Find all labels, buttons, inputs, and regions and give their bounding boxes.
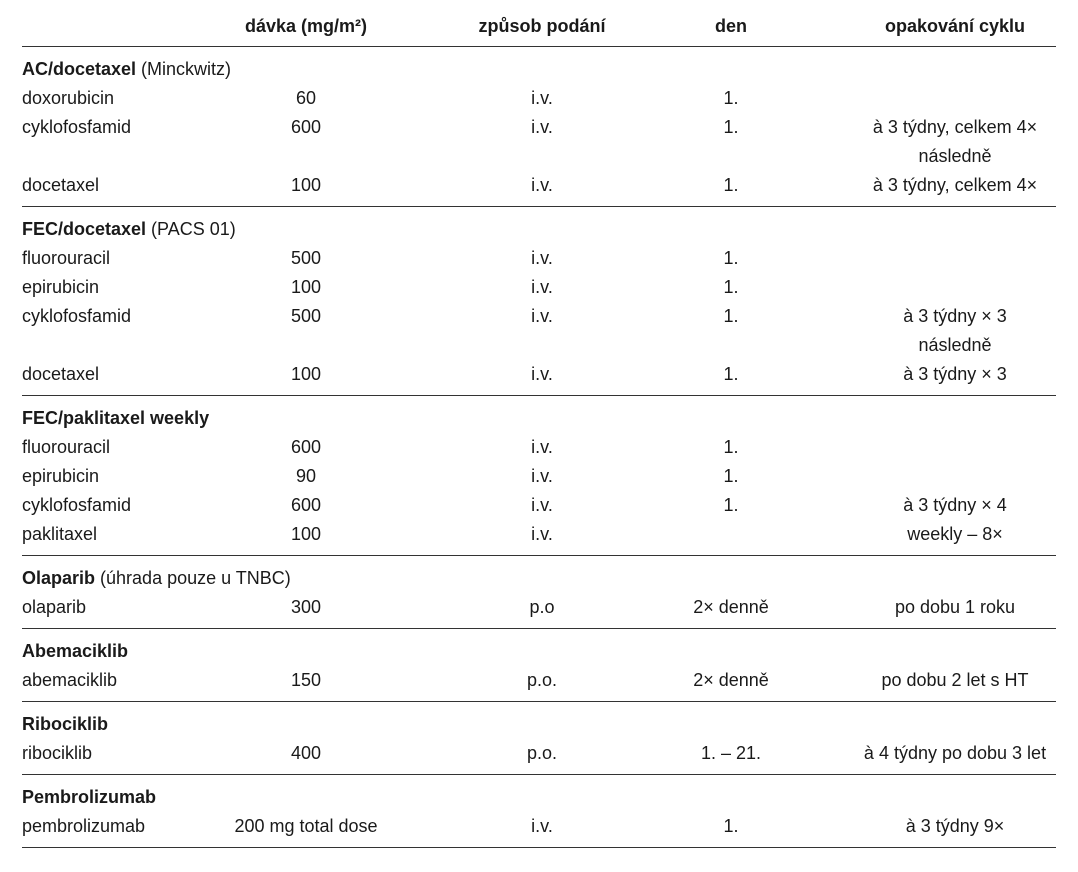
drug-cell: docetaxel	[22, 364, 100, 384]
header-cycle: opakování cyklu	[884, 16, 1026, 36]
table-row	[22, 491, 1056, 520]
day-cell: 2× denně	[693, 670, 769, 690]
regimen-title	[22, 702, 1056, 739]
cycle-cell: à 3 týdny, celkem 4×	[872, 117, 1038, 137]
regimen-note: (PACS 01)	[146, 219, 236, 239]
day-cell: 1.	[723, 816, 739, 836]
day-cell: 1.	[723, 248, 739, 268]
day-cell: 1.	[723, 437, 739, 457]
dose-cell: 500	[290, 248, 322, 268]
table-row	[22, 433, 1056, 462]
route-cell: i.v.	[531, 277, 553, 297]
header-dose: dávka (mg/m²)	[244, 16, 368, 36]
route-cell: i.v.	[531, 466, 553, 486]
table-row	[22, 171, 1056, 200]
table-header	[22, 8, 1056, 47]
dose-cell: 500	[290, 306, 322, 326]
dose-cell: 200 mg total dose	[234, 816, 378, 836]
day-cell: 1.	[723, 495, 739, 515]
regimen-section	[22, 47, 1056, 207]
route-cell: i.v.	[531, 495, 553, 515]
table-row	[22, 302, 1056, 331]
table-row	[22, 520, 1056, 549]
cycle-cell: à 4 týdny po dobu 3 let	[863, 743, 1047, 763]
regimen-title	[22, 629, 1056, 666]
regimen-note: (úhrada pouze u TNBC)	[95, 568, 291, 588]
route-cell: i.v.	[531, 437, 553, 457]
route-cell: i.v.	[531, 248, 553, 268]
regimen-name: Ribociklib	[22, 714, 109, 734]
cycle-cell: à 3 týdny × 3	[903, 306, 1007, 326]
regimen-section	[22, 702, 1056, 775]
drug-cell: fluorouracil	[22, 437, 111, 457]
dose-cell: 90	[295, 466, 317, 486]
route-cell: p.o.	[526, 670, 558, 690]
day-cell: 1.	[723, 88, 739, 108]
dose-cell: 100	[290, 364, 322, 384]
dose-cell: 600	[290, 495, 322, 515]
drug-cell: cyklofosfamid	[22, 117, 132, 137]
regimen-section	[22, 775, 1056, 848]
table-row	[22, 666, 1056, 695]
table-row	[22, 244, 1056, 273]
drug-cell: epirubicin	[22, 466, 100, 486]
route-cell: i.v.	[531, 524, 553, 544]
table-row	[22, 84, 1056, 113]
cycle-cell: à 3 týdny 9×	[905, 816, 1005, 836]
cycle-cell: následně	[918, 335, 992, 355]
regimen-name: Olaparib	[22, 568, 96, 588]
regimen-title	[22, 556, 1056, 593]
table-row	[22, 273, 1056, 302]
drug-cell: paklitaxel	[22, 524, 98, 544]
dose-cell: 400	[290, 743, 322, 763]
regimen-title	[22, 207, 1056, 244]
day-cell: 1. – 21.	[700, 743, 762, 763]
drug-cell: cyklofosfamid	[22, 495, 132, 515]
regimen-name: FEC/docetaxel	[22, 219, 147, 239]
cycle-cell: následně	[918, 146, 992, 166]
table-row	[22, 360, 1056, 389]
regimen-name: AC/docetaxel	[22, 59, 137, 79]
regimen-section	[22, 207, 1056, 396]
day-cell: 1.	[723, 175, 739, 195]
drug-cell: olaparib	[22, 597, 87, 617]
day-cell: 1.	[723, 277, 739, 297]
route-cell: i.v.	[531, 88, 553, 108]
table-row	[22, 142, 1056, 171]
cycle-cell: à 3 týdny × 3	[903, 364, 1007, 384]
cycle-cell: à 3 týdny × 4	[903, 495, 1007, 515]
regimen-name: Abemaciklib	[22, 641, 129, 661]
table-body	[22, 47, 1056, 848]
cycle-cell: weekly – 8×	[907, 524, 1003, 544]
regimen-title	[22, 775, 1056, 812]
route-cell: i.v.	[531, 175, 553, 195]
regimen-title	[22, 396, 1056, 433]
dose-cell: 60	[295, 88, 317, 108]
cycle-cell: à 3 týdny, celkem 4×	[872, 175, 1038, 195]
regimen-name: Pembrolizumab	[22, 787, 157, 807]
drug-cell: fluorouracil	[22, 248, 111, 268]
day-cell: 2× denně	[693, 597, 769, 617]
dose-cell: 100	[290, 524, 322, 544]
table-row	[22, 812, 1056, 841]
dose-cell: 300	[290, 597, 322, 617]
regimen-note: (Minckwitz)	[136, 59, 232, 79]
table-row	[22, 593, 1056, 622]
route-cell: i.v.	[531, 117, 553, 137]
day-cell: 1.	[723, 466, 739, 486]
cycle-cell: po dobu 2 let s HT	[881, 670, 1029, 690]
dose-cell: 100	[290, 277, 322, 297]
header-day: den	[714, 16, 748, 36]
drug-cell: pembrolizumab	[22, 816, 146, 836]
dose-cell: 600	[290, 117, 322, 137]
regimen-table	[22, 8, 1056, 848]
regimen-section	[22, 629, 1056, 702]
table-row	[22, 331, 1056, 360]
regimen-name: FEC/paklitaxel weekly	[22, 408, 210, 428]
drug-cell: epirubicin	[22, 277, 100, 297]
route-cell: i.v.	[531, 306, 553, 326]
header-route: způsob podání	[478, 16, 606, 36]
route-cell: i.v.	[531, 364, 553, 384]
table-row	[22, 739, 1056, 768]
drug-cell: ribociklib	[22, 743, 93, 763]
regimen-title	[22, 47, 1056, 84]
dose-cell: 150	[290, 670, 322, 690]
regimen-section	[22, 396, 1056, 556]
dose-cell: 600	[290, 437, 322, 457]
day-cell: 1.	[723, 306, 739, 326]
route-cell: i.v.	[531, 816, 553, 836]
table-row	[22, 113, 1056, 142]
drug-cell: doxorubicin	[22, 88, 115, 108]
route-cell: p.o.	[526, 743, 558, 763]
cycle-cell: po dobu 1 roku	[894, 597, 1016, 617]
day-cell: 1.	[723, 117, 739, 137]
route-cell: p.o	[529, 597, 555, 617]
table-row	[22, 462, 1056, 491]
day-cell: 1.	[723, 364, 739, 384]
dose-cell: 100	[290, 175, 322, 195]
drug-cell: cyklofosfamid	[22, 306, 132, 326]
regimen-section	[22, 556, 1056, 629]
drug-cell: docetaxel	[22, 175, 100, 195]
drug-cell: abemaciklib	[22, 670, 118, 690]
